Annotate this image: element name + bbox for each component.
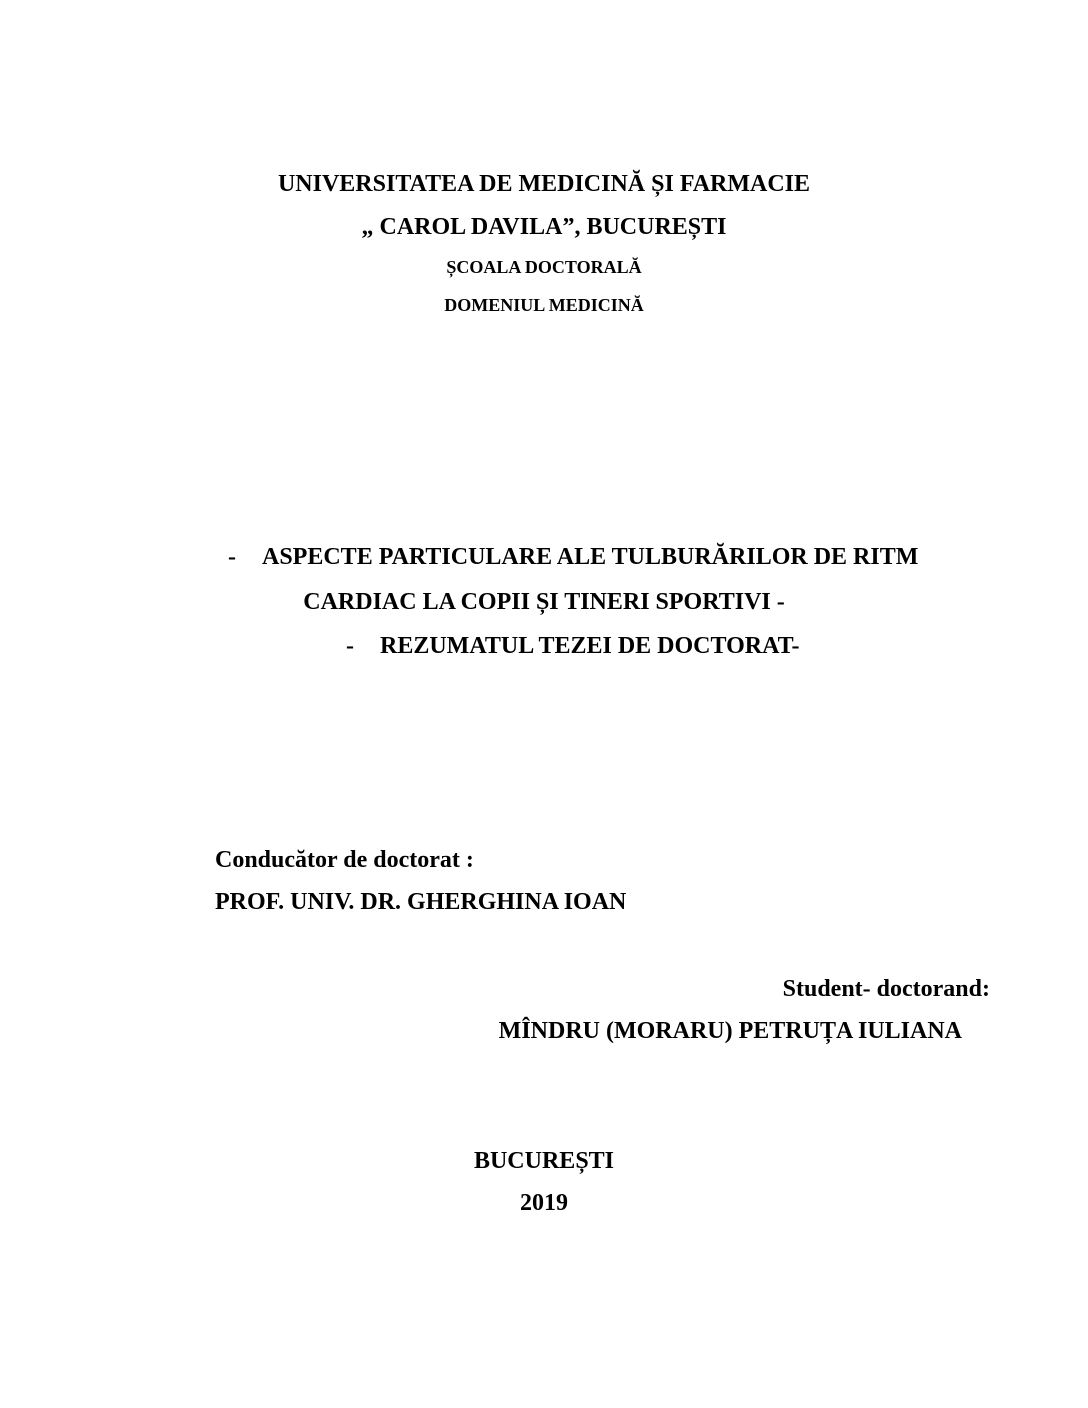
thesis-subtitle [346,634,799,658]
supervisor-name: PROF. UNIV. DR. GHERGHINA IOAN [215,889,627,915]
thesis-title-text1: ASPECTE PARTICULARE ALE TULBURĂRILOR DE RITM [262,544,919,570]
supervisor-label: Conducător de doctorat : [215,847,474,873]
thesis-title-line2: CARDIAC LA COPII ȘI TINERI SPORTIVI - [303,589,785,615]
title-dash: - [228,544,236,570]
thesis-subtitle-text: REZUMATUL TEZEI DE DOCTORAT- [380,633,800,659]
doctoral-school: ȘCOALA DOCTORALĂ [446,257,642,277]
student-label: Student- doctorand: [782,976,990,1002]
university-name-line2: „ CAROL DAVILA”, BUCUREȘTI [361,214,727,240]
subtitle-dash: - [346,633,354,659]
year: 2019 [520,1190,568,1216]
city: BUCUREȘTI [473,1148,615,1174]
medical-domain: DOMENIUL MEDICINĂ [444,295,644,315]
thesis-title-line1 [228,545,918,569]
student-name: MÎNDRU (MORARU) PETRUȚA IULIANA [498,1018,962,1044]
university-name-line1: UNIVERSITATEA DE MEDICINĂ ȘI FARMACIE [277,171,811,197]
